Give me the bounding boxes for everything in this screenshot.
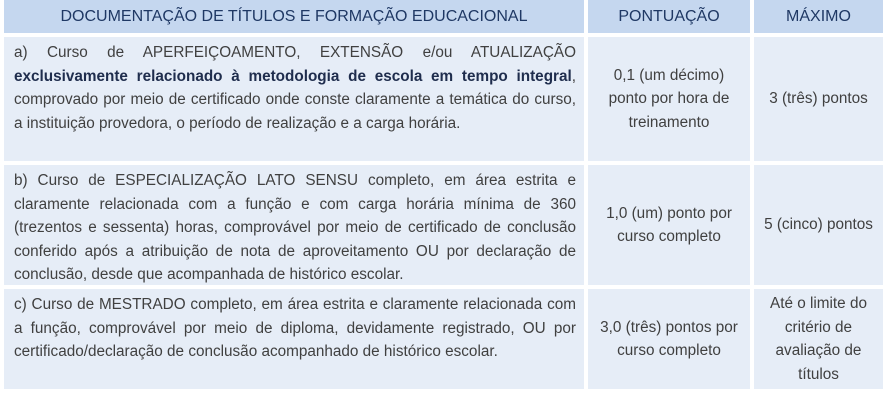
table-row	[4, 289, 883, 389]
row-description	[4, 289, 584, 389]
row-description	[4, 165, 584, 285]
header-documentation: DOCUMENTAÇÃO DE TÍTULOS E FORMAÇÃO EDUCACIONAL	[4, 0, 584, 33]
description-tail: , comprovado por meio de certificado onde conste claramente a temática do curso, a instituição provedora, o período de realização e a carga horária.	[14, 67, 576, 132]
table-row	[4, 165, 883, 285]
header-maximum: MÁXIMO	[754, 0, 883, 33]
description-lead: c) Curso de MESTRADO completo, em área estrita e claramente relacionada com a função, comprovável por meio de diploma, devidamente registrado, OU por certificado/declaração de conclusão acompanhado de histórico escolar.	[14, 296, 576, 360]
description-lead: b) Curso de ESPECIALIZAÇÃO LATO SENSU completo, em área estrita e claramente relacionada com a função e com carga horária mínima de 360 (trezentos e sessenta) horas, comprovável por meio de certificado de conclusão conferido após a atribuição de nota de aproveitamento OU por declaração de conclusão, desde que acompanhada de histórico escolar.	[14, 172, 576, 283]
row-description	[4, 37, 584, 161]
row-score: 1,0 (um) ponto por curso completo	[588, 165, 750, 285]
row-maximum: 3 (três) pontos	[754, 37, 883, 161]
row-score: 3,0 (três) pontos por curso completo	[588, 289, 750, 389]
row-maximum: 5 (cinco) pontos	[754, 165, 883, 285]
table-row	[4, 37, 883, 161]
table-header-row	[4, 0, 883, 33]
description-bold: exclusivamente relacionado à metodologia de escola em tempo integral	[14, 67, 572, 85]
row-score: 0,1 (um décimo) ponto por hora de treinamento	[588, 37, 750, 161]
row-maximum: Até o limite do critério de avaliação de títulos	[754, 289, 883, 389]
header-score: PONTUAÇÃO	[588, 0, 750, 33]
description-lead: a) Curso de APERFEIÇOAMENTO, EXTENSÃO e/ou ATUALIZAÇÃO	[14, 44, 576, 61]
